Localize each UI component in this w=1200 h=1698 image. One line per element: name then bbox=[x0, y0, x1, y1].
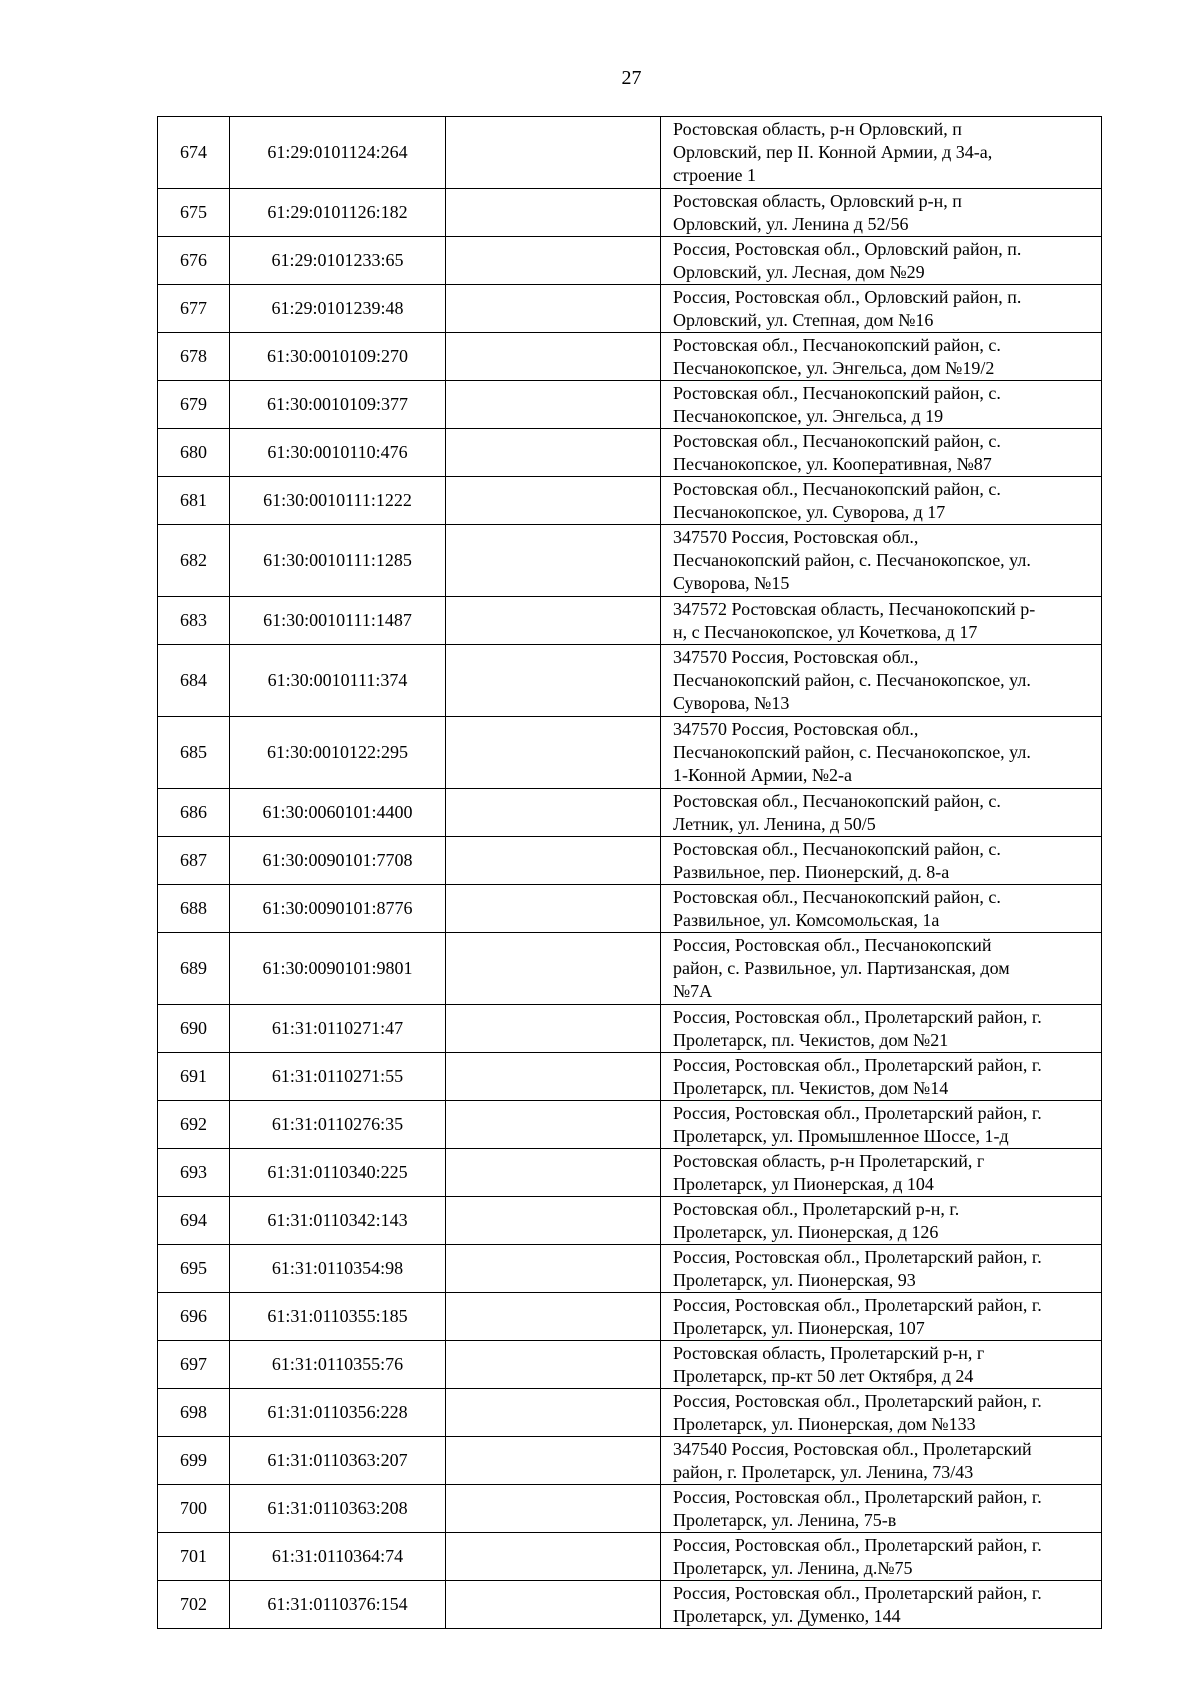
empty-cell bbox=[446, 1197, 661, 1245]
empty-cell bbox=[446, 717, 661, 789]
row-number: 686 bbox=[158, 789, 230, 837]
row-number: 687 bbox=[158, 837, 230, 885]
address-cell: Ростовская область, р-н Орловский, п Орловский, пер II. Конной Армии, д 34-а, строение 1 bbox=[661, 117, 1102, 189]
address-cell: 347570 Россия, Ростовская обл., Песчанокопский район, с. Песчанокопское, ул. 1-Конной Армии, №2-а bbox=[661, 717, 1102, 789]
address-cell: Россия, Ростовская обл., Пролетарский район, г. Пролетарск, ул. Пионерская, дом №133 bbox=[661, 1389, 1102, 1437]
row-number: 677 bbox=[158, 285, 230, 333]
row-number: 676 bbox=[158, 237, 230, 285]
address-cell: Россия, Ростовская обл., Пролетарский район, г. Пролетарск, ул. Промышленное Шоссе, 1-д bbox=[661, 1101, 1102, 1149]
empty-cell bbox=[446, 285, 661, 333]
cadastral-number: 61:30:0010111:1487 bbox=[230, 597, 446, 645]
address-cell: Россия, Ростовская обл., Орловский район, п. Орловский, ул. Лесная, дом №29 bbox=[661, 237, 1102, 285]
table-row bbox=[158, 117, 1102, 189]
empty-cell bbox=[446, 1245, 661, 1293]
address-cell: Россия, Ростовская обл., Песчанокопский район, с. Развильное, ул. Партизанская, дом №7А bbox=[661, 933, 1102, 1005]
table-row bbox=[158, 1437, 1102, 1485]
cadastral-number: 61:31:0110271:47 bbox=[230, 1005, 446, 1053]
address-cell: Россия, Ростовская обл., Пролетарский район, г. Пролетарск, пл. Чекистов, дом №14 bbox=[661, 1053, 1102, 1101]
empty-cell bbox=[446, 645, 661, 717]
row-number: 696 bbox=[158, 1293, 230, 1341]
table-row bbox=[158, 1581, 1102, 1629]
table-row bbox=[158, 789, 1102, 837]
row-number: 678 bbox=[158, 333, 230, 381]
table-row bbox=[158, 1485, 1102, 1533]
table-row bbox=[158, 1149, 1102, 1197]
row-number: 685 bbox=[158, 717, 230, 789]
address-cell: Ростовская обл., Песчанокопский район, с. Песчанокопское, ул. Энгельса, д 19 bbox=[661, 381, 1102, 429]
address-cell: Ростовская область, Орловский р-н, п Орловский, ул. Ленина д 52/56 bbox=[661, 189, 1102, 237]
address-cell: Россия, Ростовская обл., Орловский район, п. Орловский, ул. Степная, дом №16 bbox=[661, 285, 1102, 333]
cadastral-number: 61:30:0010110:476 bbox=[230, 429, 446, 477]
address-cell: Ростовская обл., Песчанокопский район, с. Развильное, пер. Пионерский, д. 8-а bbox=[661, 837, 1102, 885]
empty-cell bbox=[446, 885, 661, 933]
cadastral-number: 61:31:0110363:208 bbox=[230, 1485, 446, 1533]
empty-cell bbox=[446, 837, 661, 885]
empty-cell bbox=[446, 525, 661, 597]
cadastral-number: 61:31:0110355:76 bbox=[230, 1341, 446, 1389]
empty-cell bbox=[446, 1581, 661, 1629]
row-number: 693 bbox=[158, 1149, 230, 1197]
table-row bbox=[158, 381, 1102, 429]
empty-cell bbox=[446, 189, 661, 237]
row-number: 682 bbox=[158, 525, 230, 597]
table-row bbox=[158, 285, 1102, 333]
property-table bbox=[157, 116, 1102, 1629]
cadastral-number: 61:31:0110363:207 bbox=[230, 1437, 446, 1485]
address-cell: Ростовская область, р-н Пролетарский, г Пролетарск, ул Пионерская, д 104 bbox=[661, 1149, 1102, 1197]
empty-cell bbox=[446, 117, 661, 189]
table-row bbox=[158, 429, 1102, 477]
address-cell: Россия, Ростовская обл., Пролетарский район, г. Пролетарск, ул. Пионерская, 107 bbox=[661, 1293, 1102, 1341]
address-cell: 347572 Ростовская область, Песчанокопский р- н, с Песчанокопское, ул Кочеткова, д 17 bbox=[661, 597, 1102, 645]
cadastral-number: 61:31:0110376:154 bbox=[230, 1581, 446, 1629]
table-row bbox=[158, 597, 1102, 645]
address-cell: Ростовская обл., Песчанокопский район, с. Летник, ул. Ленина, д 50/5 bbox=[661, 789, 1102, 837]
empty-cell bbox=[446, 597, 661, 645]
table-row bbox=[158, 1293, 1102, 1341]
cadastral-number: 61:29:0101239:48 bbox=[230, 285, 446, 333]
row-number: 692 bbox=[158, 1101, 230, 1149]
cadastral-number: 61:30:0090101:8776 bbox=[230, 885, 446, 933]
page-number: 27 bbox=[621, 67, 642, 89]
address-cell: Россия, Ростовская обл., Пролетарский район, г. Пролетарск, ул. Ленина, 75-в bbox=[661, 1485, 1102, 1533]
empty-cell bbox=[446, 1533, 661, 1581]
row-number: 691 bbox=[158, 1053, 230, 1101]
empty-cell bbox=[446, 1053, 661, 1101]
row-number: 701 bbox=[158, 1533, 230, 1581]
row-number: 684 bbox=[158, 645, 230, 717]
row-number: 702 bbox=[158, 1581, 230, 1629]
table-body bbox=[158, 117, 1102, 1629]
address-cell: Россия, Ростовская обл., Пролетарский район, г. Пролетарск, ул. Пионерская, 93 bbox=[661, 1245, 1102, 1293]
empty-cell bbox=[446, 333, 661, 381]
table-row bbox=[158, 525, 1102, 597]
table-row bbox=[158, 1389, 1102, 1437]
table-row bbox=[158, 477, 1102, 525]
cadastral-number: 61:30:0010111:1285 bbox=[230, 525, 446, 597]
cadastral-number: 61:31:0110356:228 bbox=[230, 1389, 446, 1437]
table-row bbox=[158, 1245, 1102, 1293]
cadastral-number: 61:30:0010122:295 bbox=[230, 717, 446, 789]
cadastral-number: 61:30:0010109:270 bbox=[230, 333, 446, 381]
address-cell: Россия, Ростовская обл., Пролетарский район, г. Пролетарск, ул. Ленина, д.№75 bbox=[661, 1533, 1102, 1581]
row-number: 675 bbox=[158, 189, 230, 237]
table-row bbox=[158, 1053, 1102, 1101]
empty-cell bbox=[446, 1293, 661, 1341]
cadastral-number: 61:29:0101126:182 bbox=[230, 189, 446, 237]
table-row bbox=[158, 1101, 1102, 1149]
cadastral-number: 61:30:0090101:7708 bbox=[230, 837, 446, 885]
empty-cell bbox=[446, 789, 661, 837]
cadastral-number: 61:31:0110355:185 bbox=[230, 1293, 446, 1341]
row-number: 674 bbox=[158, 117, 230, 189]
address-cell: Ростовская область, Пролетарский р-н, г Пролетарск, пр-кт 50 лет Октября, д 24 bbox=[661, 1341, 1102, 1389]
cadastral-number: 61:31:0110354:98 bbox=[230, 1245, 446, 1293]
cadastral-number: 61:30:0010111:1222 bbox=[230, 477, 446, 525]
address-cell: 347570 Россия, Ростовская обл., Песчанокопский район, с. Песчанокопское, ул. Суворова, №15 bbox=[661, 525, 1102, 597]
address-cell: Ростовская обл., Песчанокопский район, с. Развильное, ул. Комсомольская, 1а bbox=[661, 885, 1102, 933]
row-number: 688 bbox=[158, 885, 230, 933]
cadastral-number: 61:31:0110364:74 bbox=[230, 1533, 446, 1581]
cadastral-number: 61:30:0010111:374 bbox=[230, 645, 446, 717]
empty-cell bbox=[446, 1341, 661, 1389]
address-cell: Россия, Ростовская обл., Пролетарский район, г. Пролетарск, пл. Чекистов, дом №21 bbox=[661, 1005, 1102, 1053]
table-row bbox=[158, 837, 1102, 885]
row-number: 680 bbox=[158, 429, 230, 477]
empty-cell bbox=[446, 1005, 661, 1053]
address-cell: 347570 Россия, Ростовская обл., Песчанокопский район, с. Песчанокопское, ул. Суворова, №13 bbox=[661, 645, 1102, 717]
empty-cell bbox=[446, 237, 661, 285]
address-cell: Ростовская обл., Пролетарский р-н, г. Пролетарск, ул. Пионерская, д 126 bbox=[661, 1197, 1102, 1245]
table-row bbox=[158, 333, 1102, 381]
table-row bbox=[158, 1005, 1102, 1053]
table-row bbox=[158, 189, 1102, 237]
cadastral-number: 61:29:0101124:264 bbox=[230, 117, 446, 189]
empty-cell bbox=[446, 1437, 661, 1485]
cadastral-number: 61:31:0110276:35 bbox=[230, 1101, 446, 1149]
table-row bbox=[158, 717, 1102, 789]
cadastral-number: 61:29:0101233:65 bbox=[230, 237, 446, 285]
cadastral-number: 61:31:0110340:225 bbox=[230, 1149, 446, 1197]
address-cell: Россия, Ростовская обл., Пролетарский район, г. Пролетарск, ул. Думенко, 144 bbox=[661, 1581, 1102, 1629]
row-number: 689 bbox=[158, 933, 230, 1005]
empty-cell bbox=[446, 477, 661, 525]
cadastral-number: 61:30:0060101:4400 bbox=[230, 789, 446, 837]
cadastral-number: 61:31:0110342:143 bbox=[230, 1197, 446, 1245]
row-number: 683 bbox=[158, 597, 230, 645]
empty-cell bbox=[446, 1149, 661, 1197]
empty-cell bbox=[446, 1485, 661, 1533]
address-cell: Ростовская обл., Песчанокопский район, с. Песчанокопское, ул. Кооперативная, №87 bbox=[661, 429, 1102, 477]
table-row bbox=[158, 885, 1102, 933]
address-cell: 347540 Россия, Ростовская обл., Пролетарский район, г. Пролетарск, ул. Ленина, 73/43 bbox=[661, 1437, 1102, 1485]
row-number: 694 bbox=[158, 1197, 230, 1245]
table-row bbox=[158, 237, 1102, 285]
table-row bbox=[158, 933, 1102, 1005]
row-number: 681 bbox=[158, 477, 230, 525]
empty-cell bbox=[446, 381, 661, 429]
empty-cell bbox=[446, 429, 661, 477]
row-number: 679 bbox=[158, 381, 230, 429]
table-row bbox=[158, 1533, 1102, 1581]
cadastral-number: 61:30:0090101:9801 bbox=[230, 933, 446, 1005]
row-number: 697 bbox=[158, 1341, 230, 1389]
cadastral-number: 61:31:0110271:55 bbox=[230, 1053, 446, 1101]
table-row bbox=[158, 1341, 1102, 1389]
address-cell: Ростовская обл., Песчанокопский район, с. Песчанокопское, ул. Суворова, д 17 bbox=[661, 477, 1102, 525]
empty-cell bbox=[446, 1389, 661, 1437]
empty-cell bbox=[446, 933, 661, 1005]
row-number: 695 bbox=[158, 1245, 230, 1293]
cadastral-number: 61:30:0010109:377 bbox=[230, 381, 446, 429]
row-number: 690 bbox=[158, 1005, 230, 1053]
row-number: 698 bbox=[158, 1389, 230, 1437]
row-number: 699 bbox=[158, 1437, 230, 1485]
row-number: 700 bbox=[158, 1485, 230, 1533]
empty-cell bbox=[446, 1101, 661, 1149]
table-row bbox=[158, 645, 1102, 717]
address-cell: Ростовская обл., Песчанокопский район, с. Песчанокопское, ул. Энгельса, дом №19/2 bbox=[661, 333, 1102, 381]
table-row bbox=[158, 1197, 1102, 1245]
